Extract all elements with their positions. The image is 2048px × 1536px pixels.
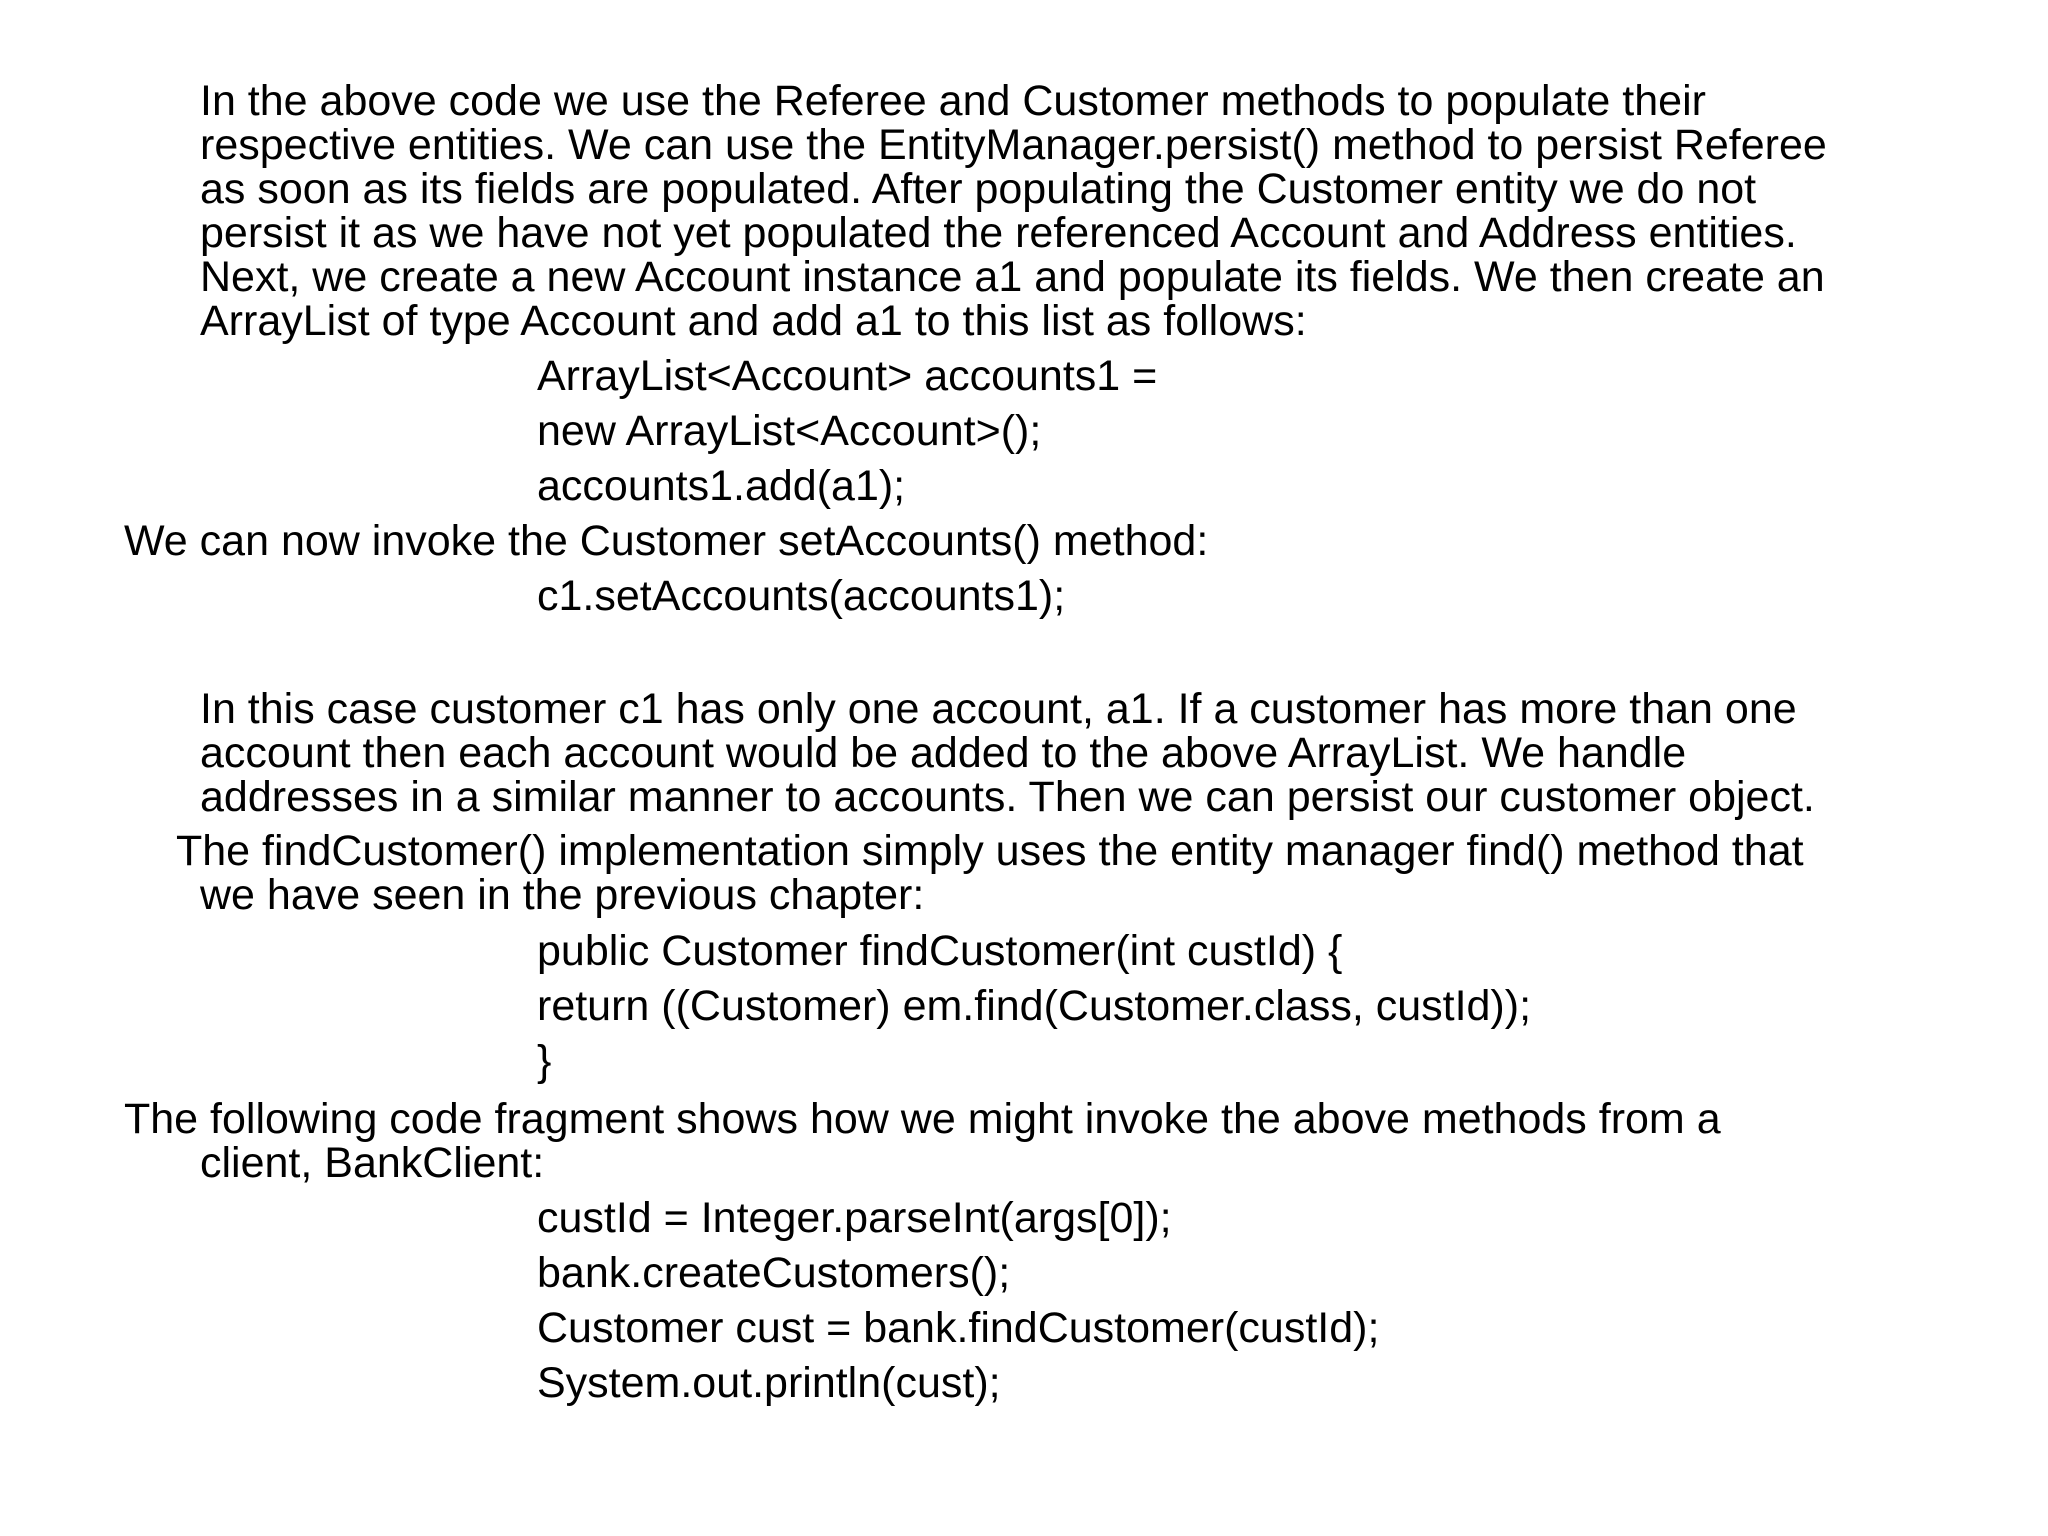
code-line: new ArrayList<Account>(); xyxy=(537,407,1042,455)
code-line: ArrayList<Account> accounts1 = xyxy=(537,352,1158,400)
text-line: The following code fragment shows how we might invoke the above methods from a xyxy=(124,1095,1721,1143)
text-line: as soon as its fields are populated. After populating the Customer entity we do not xyxy=(200,165,1757,213)
code-line: System.out.println(cust); xyxy=(537,1359,1001,1407)
text-line: client, BankClient: xyxy=(200,1139,545,1187)
text-line: addresses in a similar manner to accounts. Then we can persist our customer object. xyxy=(200,773,1815,821)
code-line: custId = Integer.parseInt(args[0]); xyxy=(537,1194,1172,1242)
text-line: In this case customer c1 has only one account, a1. If a customer has more than one xyxy=(200,685,1797,733)
code-line: bank.createCustomers(); xyxy=(537,1249,1011,1297)
text-line-invoke: We can now invoke the Customer setAccounts() method: xyxy=(124,517,1209,565)
code-line: public Customer findCustomer(int custId) { xyxy=(537,927,1343,975)
text-line: account then each account would be added to the above ArrayList. We handle xyxy=(200,729,1687,777)
code-line: c1.setAccounts(accounts1); xyxy=(537,572,1066,620)
code-line: return ((Customer) em.find(Customer.class, custId)); xyxy=(537,982,1532,1030)
code-line: Customer cust = bank.findCustomer(custId); xyxy=(537,1304,1380,1352)
text-line: respective entities. We can use the EntityManager.persist() method to persist Referee xyxy=(200,121,1827,169)
code-line: accounts1.add(a1); xyxy=(537,462,906,510)
text-line: persist it as we have not yet populated the referenced Account and Address entities. xyxy=(200,209,1797,257)
text-line: The findCustomer() implementation simply uses the entity manager find() method that xyxy=(176,827,1804,875)
text-line: ArrayList of type Account and add a1 to this list as follows: xyxy=(200,297,1307,345)
text-line: Next, we create a new Account instance a1 and populate its fields. We then create an xyxy=(200,253,1825,301)
text-line: we have seen in the previous chapter: xyxy=(200,871,925,919)
text-line: In the above code we use the Referee and Customer methods to populate their xyxy=(200,77,1706,125)
code-line: } xyxy=(537,1037,552,1085)
